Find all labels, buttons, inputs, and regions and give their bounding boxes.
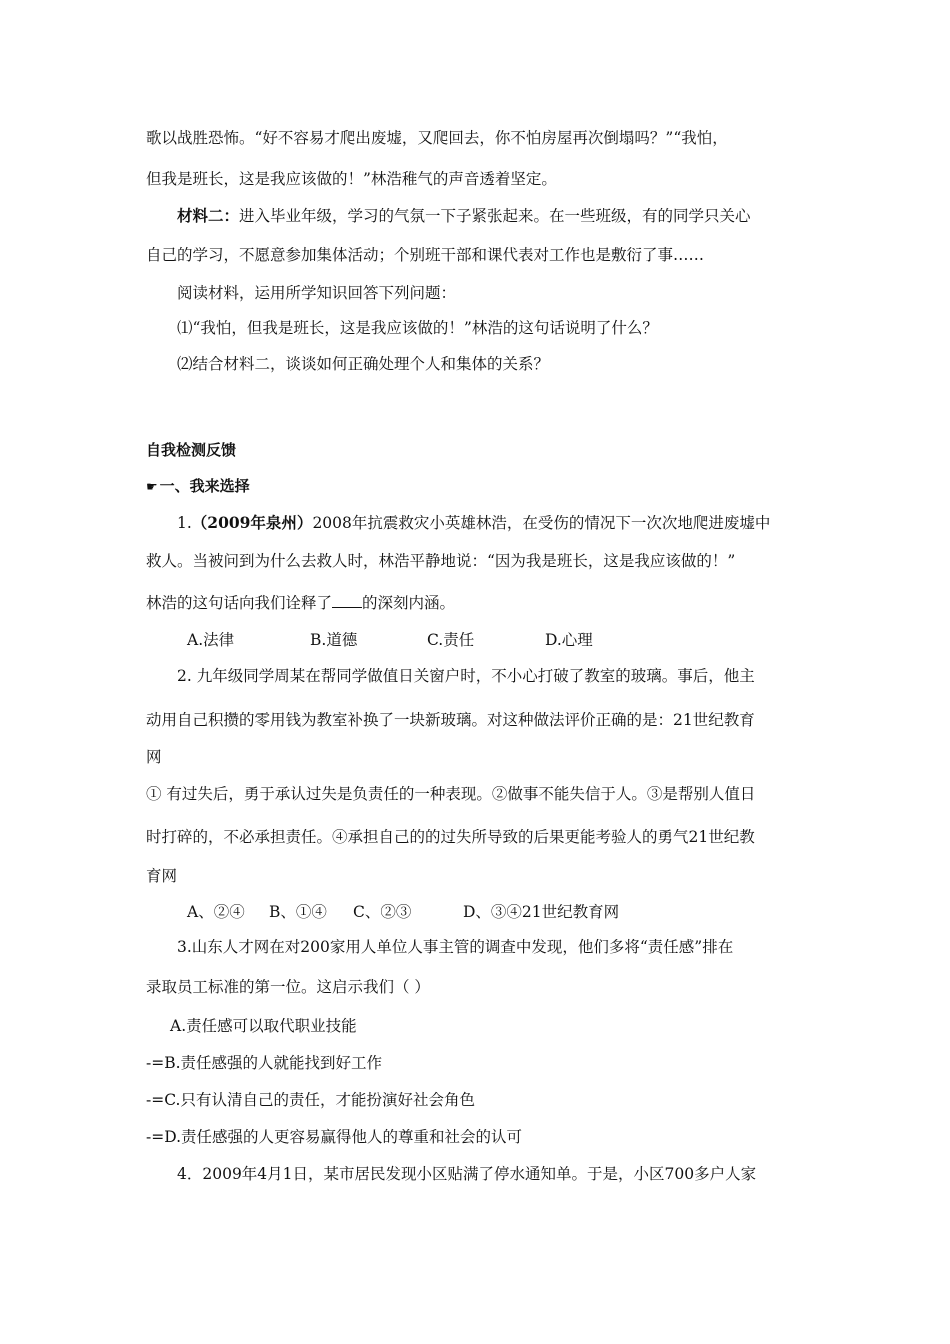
item4-line1: 4．2009年4月1日，某市居民发现小区贴满了停水通知单。于是，小区700多户人家 xyxy=(177,1165,757,1183)
answer-blank xyxy=(332,593,362,608)
item1-option-c: C.责任 xyxy=(427,631,475,649)
item1-option-d: D.心理 xyxy=(545,631,593,649)
subsection-label: 一、我来选择 xyxy=(159,477,250,495)
item3-line1: 3.山东人才网在对200家用人单位人事主管的调查中发现，他们多将“责任感”排在 xyxy=(177,938,734,956)
item3-option-d: -=D.责任感强的人更容易赢得他人的尊重和社会的认可 xyxy=(146,1128,523,1146)
item1-line3 xyxy=(146,593,455,613)
question-1: ⑴“我怕，但我是班长，这是我应该做的！”林浩的这句话说明了什么？ xyxy=(177,319,658,337)
item2-option-a: A、②④ xyxy=(187,903,245,921)
reading-prompt: 阅读材料，运用所学知识回答下列问题： xyxy=(177,284,457,302)
item1-number: 1. xyxy=(177,514,192,532)
pointing-hand-icon: ☛ xyxy=(146,480,158,495)
material1-line2: 但我是班长，这是我应该做的！”林浩稚气的声音透着坚定。 xyxy=(146,170,557,188)
material2-line2: 自己的学习，不愿意参加集体活动；个别班干部和课代表对工作也是敷衍了事…… xyxy=(146,246,705,264)
item1-line3-b: 的深刻内涵。 xyxy=(362,594,456,612)
item3-option-b: -=B.责任感强的人就能找到好工作 xyxy=(146,1054,383,1072)
material2-line1 xyxy=(177,206,751,226)
item1-option-a: A.法律 xyxy=(187,631,235,649)
item2-line2: 动用自己积攒的零用钱为教室补换了一块新玻璃。对这种做法评价正确的是：21世纪教育 xyxy=(146,711,755,729)
material2-label: 材料二： xyxy=(177,206,240,225)
section-title: 自我检测反馈 xyxy=(146,441,237,459)
item3-option-a: A.责任感可以取代职业技能 xyxy=(170,1017,357,1035)
material2-text: 进入毕业年级，学习的气氛一下子紧张起来。在一些班级，有的同学只关心 xyxy=(239,207,751,225)
item2-line1: 2. 九年级同学周某在帮同学做值日关窗户时，不小心打破了教室的玻璃。事后，他主 xyxy=(177,667,755,685)
subsection-title xyxy=(146,476,250,498)
item1-source: （2009年泉州） xyxy=(191,513,313,532)
item1-line2: 救人。当被问到为什么去救人时，林浩平静地说：“因为我是班长，这是我应该做的！” xyxy=(146,552,736,570)
item1-line3-a: 林浩的这句话向我们诠释了 xyxy=(146,594,333,612)
question-2: ⑵结合材料二，谈谈如何正确处理个人和集体的关系？ xyxy=(177,355,550,373)
item2-option-d: D、③④21世纪教育网 xyxy=(463,903,620,921)
item2-options xyxy=(187,902,619,922)
item1-line1 xyxy=(177,513,770,533)
item2-line4: ① 有过失后，勇于承认过失是负责任的一种表现。②做事不能失信于人。③是帮别人值日 xyxy=(146,785,756,803)
item1-options xyxy=(187,630,593,650)
item2-line3: 网 xyxy=(146,748,162,766)
item1-text: 2008年抗震救灾小英雄林浩，在受伤的情况下一次次地爬进废墟中 xyxy=(312,514,771,532)
material1-line1: 歌以战胜恐怖。“好不容易才爬出废墟，又爬回去，你不怕房屋再次倒塌吗？”“我怕， xyxy=(146,129,728,147)
item2-option-c: C、②③ xyxy=(353,903,412,921)
item3-option-c: -=C.只有认清自己的责任，才能扮演好社会角色 xyxy=(146,1091,475,1109)
item3-line2: 录取员工标准的第一位。这启示我们（ ） xyxy=(146,978,430,996)
item2-line5: 时打碎的，不必承担责任。④承担自己的的过失所导致的后果更能考验人的勇气21世纪教 xyxy=(146,828,755,846)
item2-option-b: B、①④ xyxy=(269,903,327,921)
item1-option-b: B.道德 xyxy=(310,631,358,649)
item2-line6: 育网 xyxy=(146,867,178,885)
